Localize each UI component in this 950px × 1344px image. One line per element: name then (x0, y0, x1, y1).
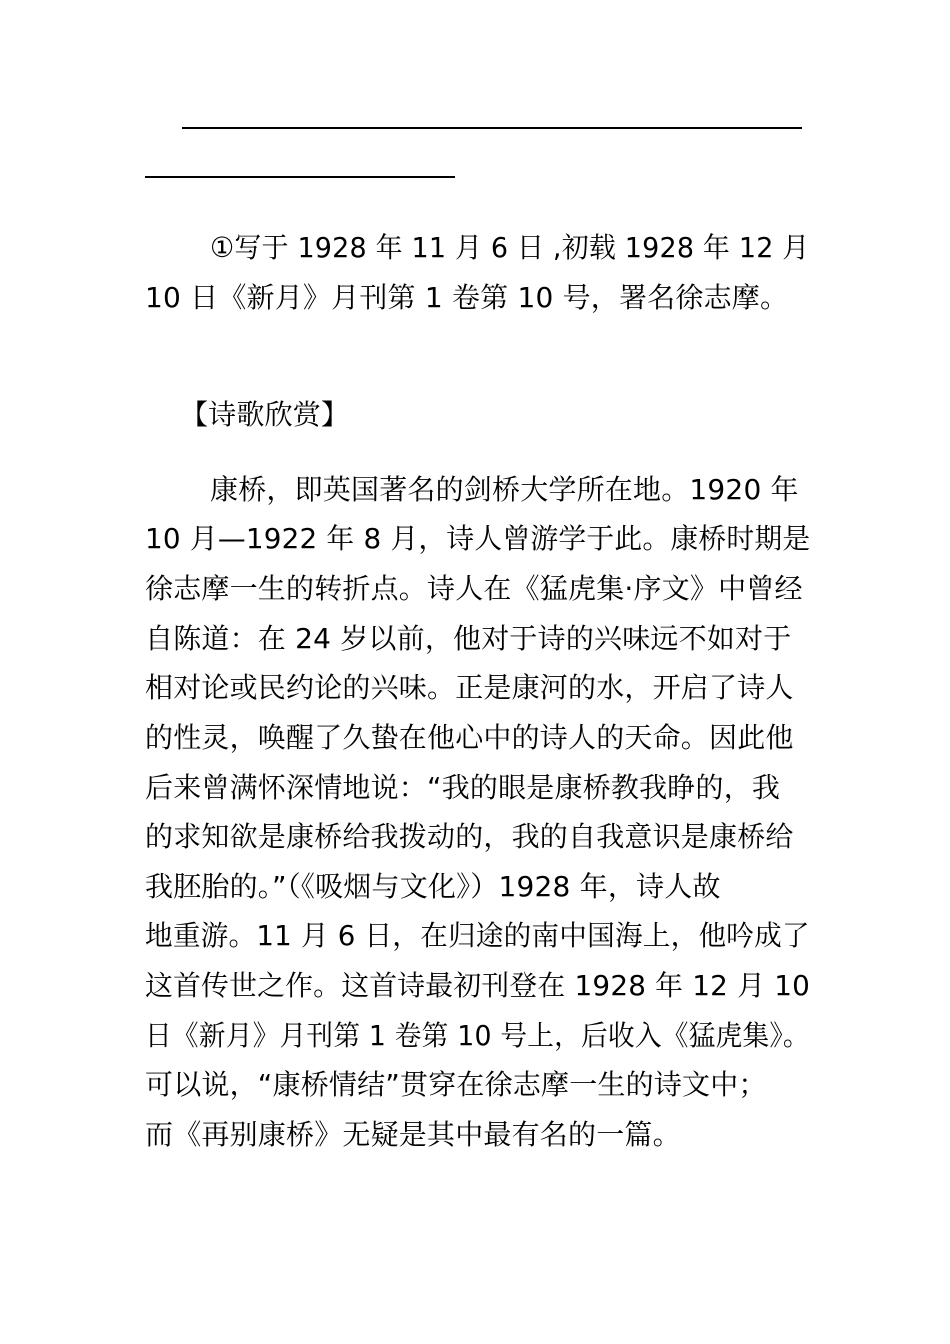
body-line-8: 的求知欲是康桥给我拨动的，我的自我意识是康桥给 (145, 820, 794, 853)
section-heading: 【诗歌欣赏】 (180, 398, 350, 431)
body-line-5: 相对论或民约论的兴味。正是康河的水，开启了诗人 (145, 671, 794, 704)
body-line-10: 地重游。11 月 6 日，在归途的南中国海上，他吟成了 (145, 919, 810, 952)
footnote-line-2: 10 日《新月》月刊第 1 卷第 10 号，署名徐志摩。 (145, 281, 789, 314)
footnote-line-1: ①写于 1928 年 11 月 6 日 ,初载 1928 年 12 月 (210, 231, 810, 264)
body-line-1: 康桥，即英国著名的剑桥大学所在地。1920 年 (210, 473, 799, 506)
body-line-4: 自陈道：在 24 岁以前，他对于诗的兴味远不如对于 (145, 622, 792, 655)
body-line-14: 而《再别康桥》无疑是其中最有名的一篇。 (145, 1118, 681, 1151)
body-line-13: 可以说，“康桥情结”贯穿在徐志摩一生的诗文中； (145, 1068, 767, 1101)
body-line-2: 10 月—1922 年 8 月，诗人曾游学于此。康桥时期是 (145, 522, 811, 555)
body-line-11: 这首传世之作。这首诗最初刊登在 1928 年 12 月 10 (145, 969, 811, 1002)
body-line-6: 的性灵，唤醒了久蛰在他心中的诗人的天命。因此他 (145, 721, 794, 754)
blank-line-1 (182, 127, 802, 129)
body-line-3: 徐志摩一生的转折点。诗人在《猛虎集·序文》中曾经 (145, 572, 803, 605)
blank-line-2 (145, 176, 455, 178)
body-line-9: 我胚胎的。”（《吸烟与文化》）1928 年，诗人故 (145, 870, 721, 903)
body-line-12: 日《新月》月刊第 1 卷第 10 号上，后收入《猛虎集》。 (145, 1019, 810, 1052)
body-line-7: 后来曾满怀深情地说：“我的眼是康桥教我睁的，我 (145, 771, 781, 804)
